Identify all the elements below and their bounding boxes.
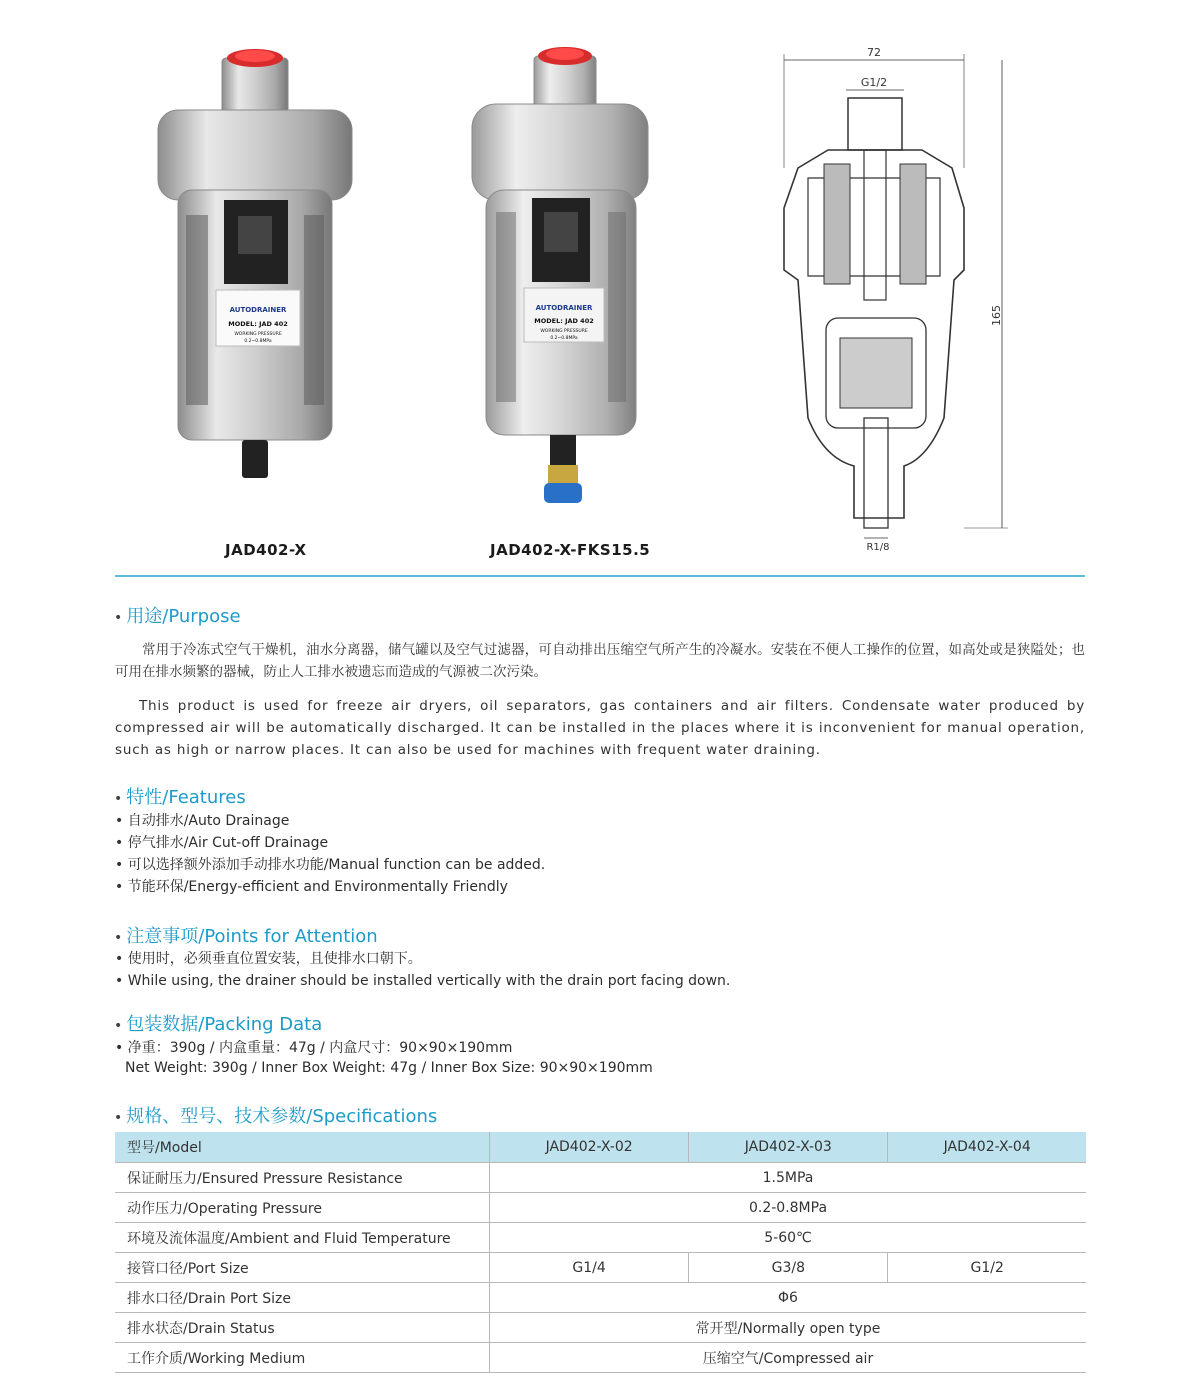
bullet-icon: •: [114, 1110, 123, 1126]
dim-bottom-port: R1/8: [866, 542, 890, 553]
table-row: [115, 1193, 1086, 1223]
table-row: [115, 1253, 1086, 1283]
table-row: [115, 1283, 1086, 1313]
purpose-title: 用途/Purpose: [126, 606, 241, 627]
product-label-range: 0.2~0.8MPa: [244, 339, 272, 344]
table-row: [115, 1223, 1086, 1253]
product-photo-jad402-x-fks15-5: [462, 40, 657, 510]
attention-heading: [114, 922, 378, 948]
product-label-brand: AUTODRAINER: [535, 304, 593, 312]
packing-title: 包装数据/Packing Data: [126, 1014, 323, 1035]
features-list: [115, 810, 545, 898]
row-label: 保证耐压力/Ensured Pressure Resistance: [115, 1163, 490, 1193]
purpose-text-en: This product is used for freeze air dryers, oil separators, gas containers and air filters. Condensate water produced by compressed air will be automatically discharged. It can be installed in the places where it is inconvenient for manual operation, such as high or narrow places. It can also be used for machines with frequent water draining.: [115, 698, 1085, 758]
row-value: 5-60℃: [490, 1223, 1087, 1253]
product-photo-jad402-x: [150, 40, 360, 500]
header-model: JAD402-X-03: [689, 1132, 888, 1163]
product-label-range: 0.2~0.8MPa: [550, 336, 578, 341]
row-label: 接管口径/Port Size: [115, 1253, 490, 1283]
purpose-text-cn: 常用于冷冻式空气干燥机，油水分离器，储气罐以及空气过滤器，可自动排出压缩空气所产生的冷凝水。安装在不便人工操作的位置，如高处或是狭隘处；也可用在排水频繁的器械，防止人工排水被遗忘而造成的气源被二次污染。: [115, 642, 1085, 680]
product-label-model: MODEL: JAD 402: [534, 317, 594, 325]
row-label: 工作介质/Working Medium: [115, 1343, 490, 1373]
row-value: G1/2: [888, 1253, 1086, 1283]
specs-heading: [114, 1102, 437, 1128]
section-divider: [115, 575, 1085, 577]
row-value: 常开型/Normally open type: [490, 1313, 1087, 1343]
bullet-icon: •: [114, 1018, 123, 1034]
bullet-icon: •: [114, 930, 123, 946]
table-header-row: [115, 1132, 1086, 1163]
packing-heading: [114, 1010, 322, 1036]
attention-title: 注意事项/Points for Attention: [126, 926, 378, 947]
product-images-section: [0, 0, 1200, 570]
row-label: 排水状态/Drain Status: [115, 1313, 490, 1343]
dim-top-port: G1/2: [860, 76, 888, 89]
table-row: [115, 1163, 1086, 1193]
product-label-brand: AUTODRAINER: [229, 306, 287, 314]
packing-line-cn: 净重：390g / 内盒重量：47g / 内盒尺寸：90×90×190mm: [127, 1040, 513, 1056]
list-item: • 停气排水/Air Cut-off Drainage: [115, 832, 545, 854]
dim-width: 72: [867, 46, 881, 59]
header-label: 型号/Model: [115, 1132, 490, 1163]
list-item: • 自动排水/Auto Drainage: [115, 810, 545, 832]
row-value: G3/8: [689, 1253, 888, 1283]
row-label: 环境及流体温度/Ambient and Fluid Temperature: [115, 1223, 490, 1253]
features-heading: [114, 783, 246, 809]
row-value: Φ6: [490, 1283, 1087, 1313]
bullet-icon: •: [115, 1040, 128, 1056]
header-model: JAD402-X-04: [888, 1132, 1086, 1163]
row-value: 压缩空气/Compressed air: [490, 1343, 1087, 1373]
header-model: JAD402-X-02: [490, 1132, 689, 1163]
technical-drawing: [768, 38, 1030, 558]
product-label-wp: WORKING PRESSURE: [234, 332, 282, 337]
row-value: 0.2-0.8MPa: [490, 1193, 1087, 1223]
specifications-table: [115, 1132, 1086, 1373]
row-value: 1.5MPa: [490, 1163, 1087, 1193]
purpose-heading: [114, 602, 241, 628]
dim-height: 165: [990, 305, 1003, 326]
attention-list: [115, 948, 730, 992]
product-caption-1: JAD402-X: [225, 541, 307, 559]
features-title: 特性/Features: [126, 787, 246, 808]
product-label-wp: WORKING PRESSURE: [540, 329, 588, 334]
bullet-icon: •: [114, 610, 123, 626]
list-item: • While using, the drainer should be installed vertically with the drain port facing down.: [115, 970, 730, 992]
row-label: 动作压力/Operating Pressure: [115, 1193, 490, 1223]
list-item: • 可以选择额外添加手动排水功能/Manual function can be added.: [115, 854, 545, 876]
product-caption-2: JAD402-X-FKS15.5: [490, 541, 651, 559]
row-label: 排水口径/Drain Port Size: [115, 1283, 490, 1313]
packing-data: [115, 1038, 653, 1078]
packing-line-en: Net Weight: 390g / Inner Box Weight: 47g / Inner Box Size: 90×90×190mm: [125, 1060, 653, 1076]
bullet-icon: •: [114, 791, 123, 807]
specs-title: 规格、型号、技术参数/Specifications: [126, 1106, 438, 1127]
table-row: [115, 1343, 1086, 1373]
row-value: G1/4: [490, 1253, 689, 1283]
list-item: • 使用时，必须垂直位置安装，且使排水口朝下。: [115, 948, 730, 970]
product-label-model: MODEL: JAD 402: [228, 320, 288, 328]
list-item: • 节能环保/Energy-efficient and Environmentally Friendly: [115, 876, 545, 898]
table-row: [115, 1313, 1086, 1343]
